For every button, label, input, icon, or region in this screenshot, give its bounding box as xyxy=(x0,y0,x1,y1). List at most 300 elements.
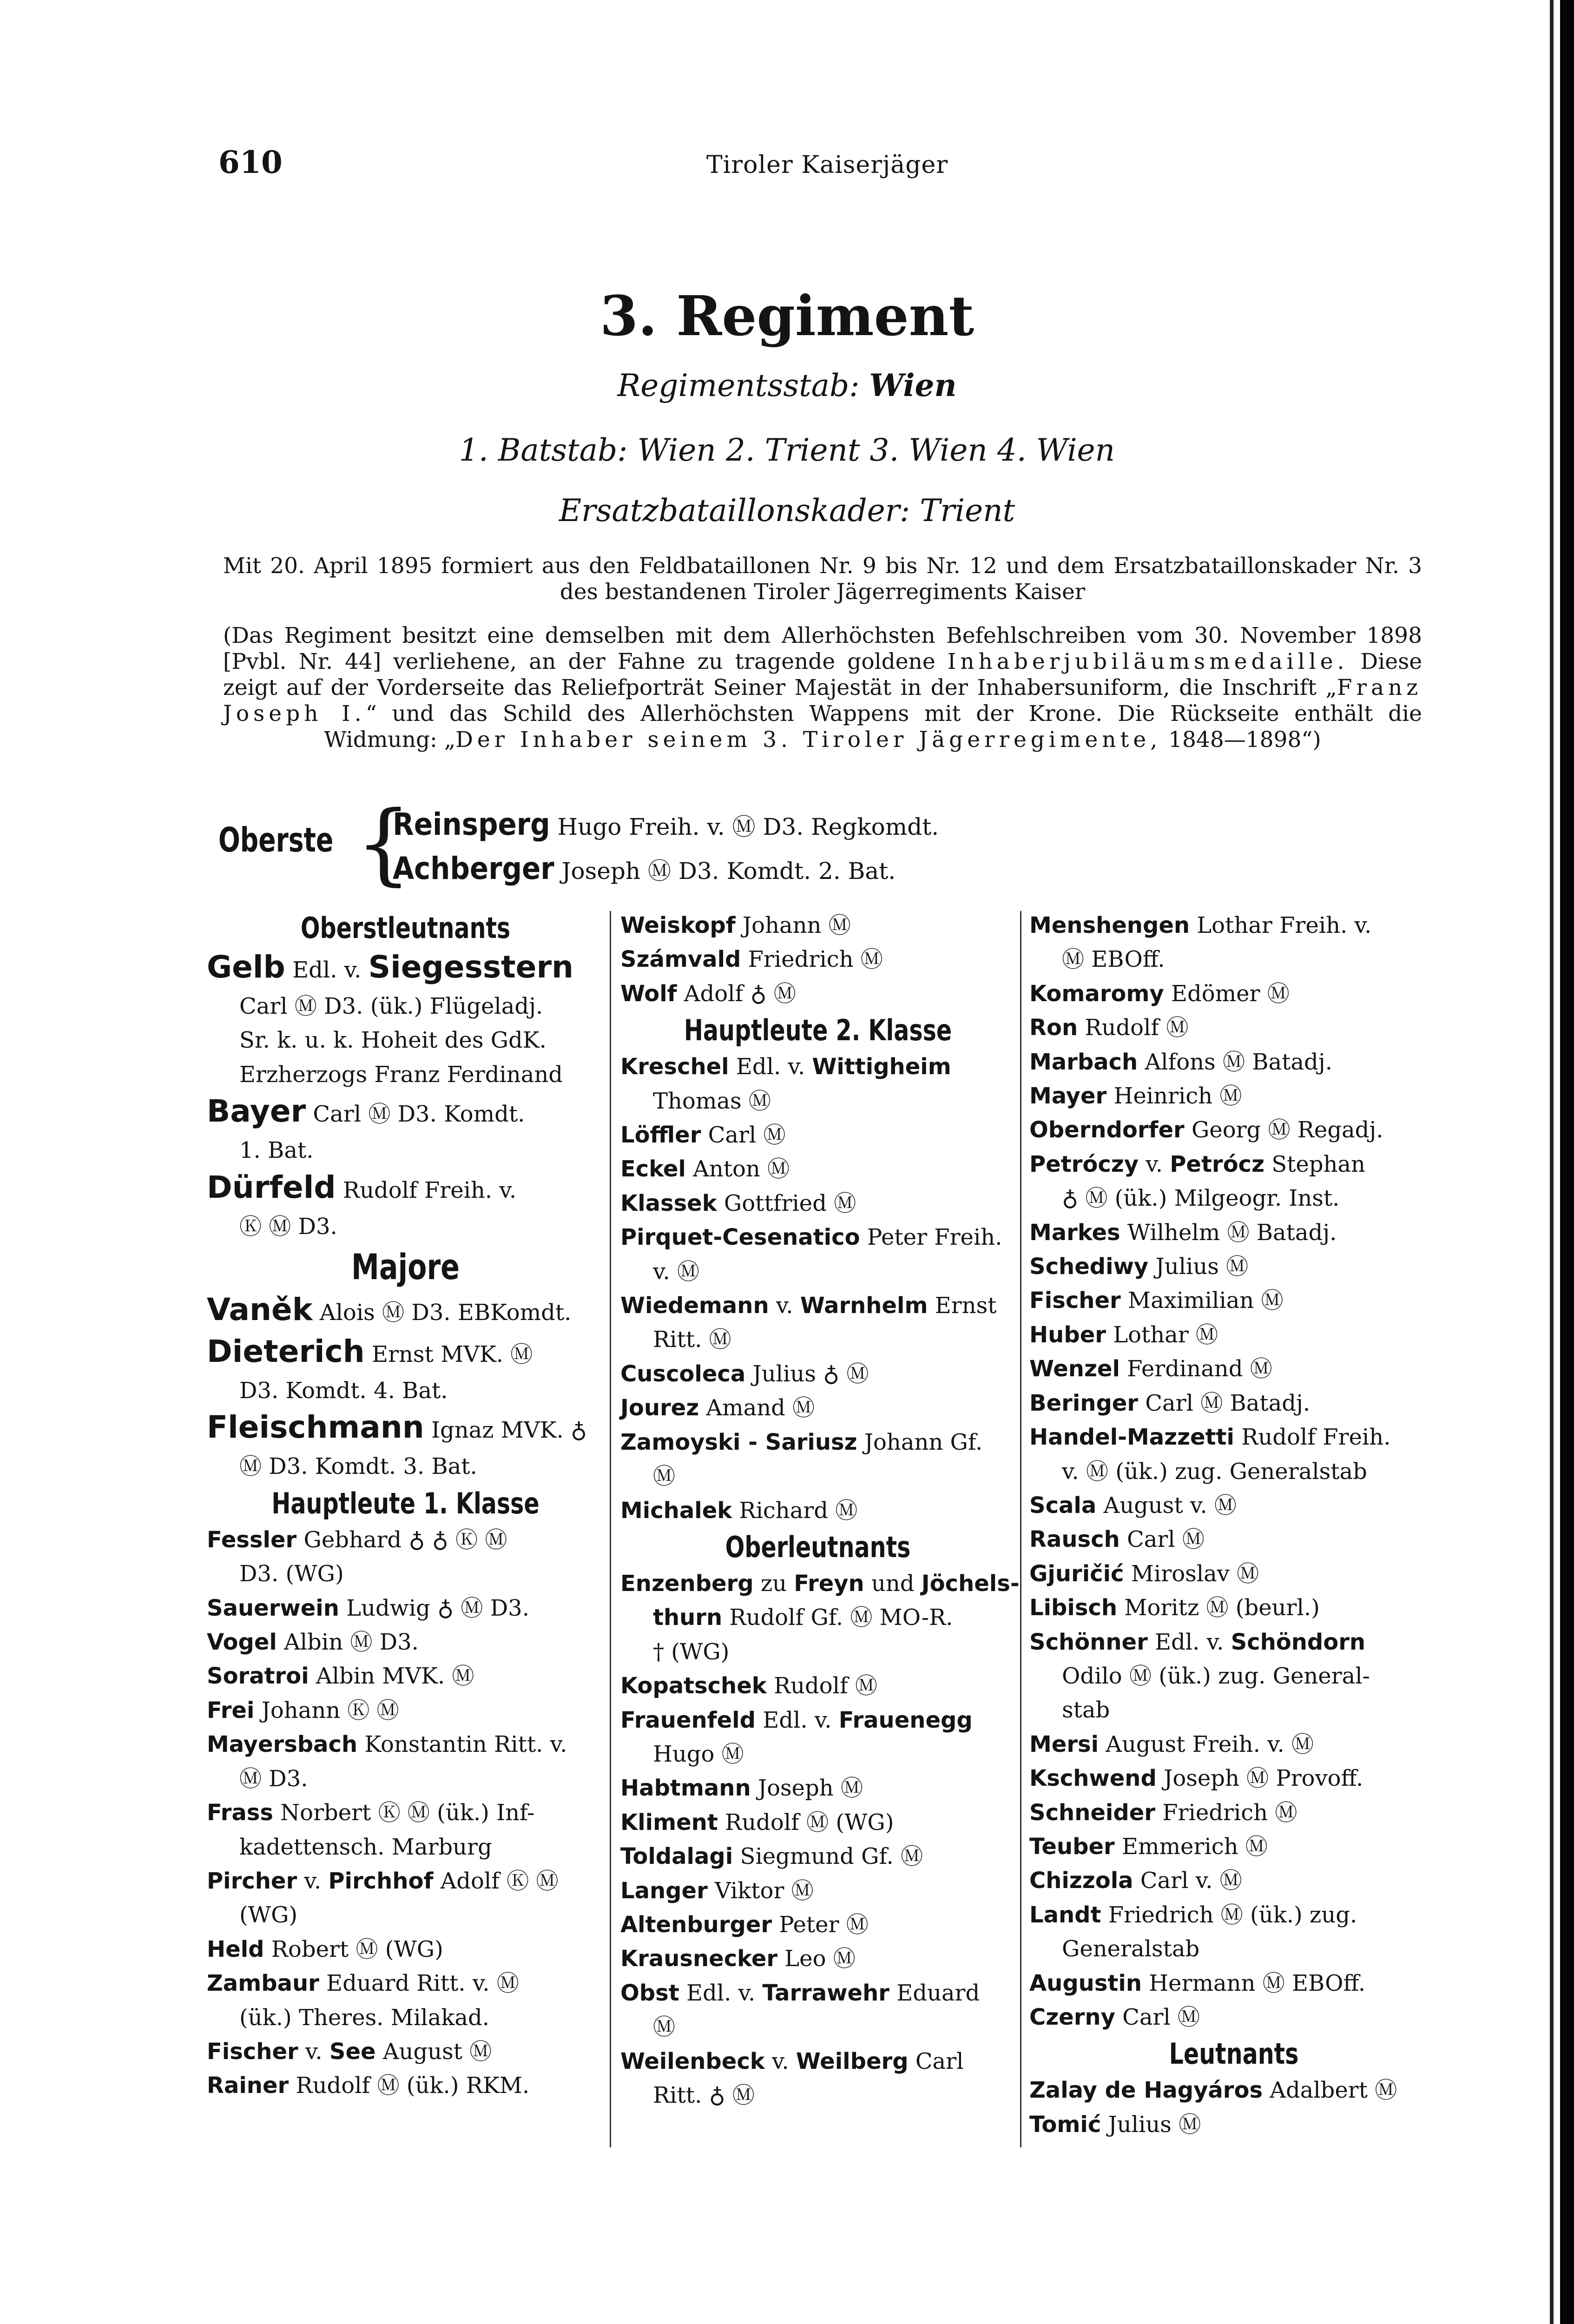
officer-entry xyxy=(620,1187,1015,1221)
person-name: Czerny xyxy=(1029,2004,1115,2030)
officer-entry xyxy=(620,1703,1015,1737)
officer-entry xyxy=(1029,1318,1438,1352)
entry-details: Leo Ⓜ xyxy=(777,1946,856,1972)
entry-continuation xyxy=(620,1323,1015,1357)
person-name: Jöchels- xyxy=(921,1570,1020,1597)
oberst-entry xyxy=(393,806,939,842)
officer-entry xyxy=(207,1332,604,1374)
entry-details: (ük.) Theres. Milakad. xyxy=(239,2004,489,2031)
officer-entry xyxy=(207,1967,604,2000)
entry-details: Miroslav Ⓜ xyxy=(1124,1560,1259,1587)
entry-details: Lothar Ⓜ xyxy=(1106,1321,1218,1348)
running-head: Tiroler Kaiserjäger xyxy=(706,151,948,179)
entry-details: Alois Ⓜ D3. EBKomdt. xyxy=(312,1300,572,1326)
entry-details: Heinrich Ⓜ xyxy=(1106,1083,1242,1109)
person-name: Pircher xyxy=(207,1868,297,1894)
section-heading: Majore xyxy=(351,1246,460,1288)
officer-entry xyxy=(620,1942,1015,1976)
person-name: Toldalagi xyxy=(620,1843,733,1870)
officer-entry xyxy=(620,977,1015,1011)
person-name: Tomić xyxy=(1029,2111,1101,2138)
entry-details: v. xyxy=(769,1293,800,1319)
entry-continuation xyxy=(620,2079,1015,2113)
person-name: Vaněk xyxy=(207,1292,313,1328)
officer-entry xyxy=(1029,1523,1438,1557)
person-name: Weiskopf xyxy=(620,912,736,938)
entry-details: August Ⓜ xyxy=(375,2038,492,2065)
entry-continuation xyxy=(620,1635,1015,1669)
entry-details: Sr. k. u. k. Hoheit des GdK. xyxy=(239,1027,547,1054)
entry-details: Siegmund Gf. Ⓜ xyxy=(733,1843,923,1870)
entry-details: kadettensch. Marburg xyxy=(239,1834,492,1860)
entry-details: v. Ⓜ (ük.) zug. Generalstab xyxy=(1062,1458,1367,1485)
entry-details: Julius Ⓜ xyxy=(1148,1254,1249,1280)
person-name: Siegesstern xyxy=(368,949,573,985)
column-right xyxy=(1029,909,1438,2142)
entry-details: Norbert Ⓚ Ⓜ (ük.) Inf- xyxy=(273,1800,535,1826)
medal-text-spaced-3: Der Inhaber seinem 3. Tiroler Jägerregimente, xyxy=(455,727,1162,753)
officer-entry xyxy=(620,1840,1015,1874)
officer-entry xyxy=(207,1408,604,1450)
person-name: Michalek xyxy=(620,1497,732,1524)
entry-details: und xyxy=(864,1570,922,1597)
officer-entry xyxy=(207,1659,604,1693)
person-name: Frass xyxy=(207,1800,273,1826)
entry-details: Carl Ⓜ D3. Komdt. xyxy=(306,1101,525,1128)
entry-details: Johann Ⓜ xyxy=(735,912,851,938)
entry-continuation xyxy=(207,1450,604,1484)
officer-entry xyxy=(207,1728,604,1762)
entry-details: Gottfried Ⓜ xyxy=(717,1190,856,1216)
officer-entry xyxy=(620,1426,1015,1459)
person-name: Schönner xyxy=(1029,1629,1148,1655)
medal-text-c: “ und das Schild des Allerhöchsten Wappens mit der Krone. Die Rückseite enthält die Widmung: „ xyxy=(324,701,1422,753)
section-heading: Oberleutnants xyxy=(725,1530,911,1564)
person-name: Pirquet-Cesenatico xyxy=(620,1224,860,1251)
entry-details: Carl Ⓜ D3. (ük.) Flügeladj. xyxy=(239,993,543,1019)
entry-details: Ⓜ D3. Komdt. 3. Bat. xyxy=(239,1453,477,1480)
person-name: Klassek xyxy=(620,1190,717,1216)
entry-details: Johann Ⓚ Ⓜ xyxy=(254,1697,399,1723)
person-name: Számvald xyxy=(620,946,741,973)
officer-entry xyxy=(1029,2108,1438,2142)
officer-entry xyxy=(620,1152,1015,1186)
officer-entry xyxy=(620,1908,1015,1942)
person-name: Warnhelm xyxy=(800,1293,928,1319)
regimentsstab-place: Wien xyxy=(869,367,957,403)
officer-entry xyxy=(620,1050,1015,1084)
entry-details: Edl. v. xyxy=(679,1980,763,2006)
entry-details: Joseph Ⓜ xyxy=(751,1775,863,1802)
person-name: Oberndorfer xyxy=(1029,1117,1185,1143)
entry-details: v. xyxy=(298,2038,329,2065)
person-name: Bayer xyxy=(207,1093,306,1129)
person-name: Cuscoleca xyxy=(620,1360,746,1387)
person-name: thurn xyxy=(653,1604,723,1631)
entry-continuation xyxy=(207,1058,604,1092)
oberst-name: Achberger xyxy=(393,851,554,886)
batstab-line: 1. Batstab: Wien 2. Trient 3. Wien 4. Wien xyxy=(459,432,1115,468)
person-name: Marbach xyxy=(1029,1049,1138,1075)
officer-entry xyxy=(207,1796,604,1830)
column-rule xyxy=(610,911,611,2147)
entry-details: Ignaz MVK. ♁ xyxy=(424,1417,587,1444)
entry-details: Eduard xyxy=(889,1980,980,2006)
entry-details: 1. Bat. xyxy=(239,1137,314,1164)
entry-details: Edl. v. xyxy=(285,957,369,983)
person-name: Altenburger xyxy=(620,1911,772,1938)
officer-entry xyxy=(1029,1216,1438,1250)
entry-details: † (WG) xyxy=(653,1638,730,1665)
person-name: Mersi xyxy=(1029,1731,1099,1757)
person-name: Fessler xyxy=(207,1526,297,1553)
page-title: 3. Regiment xyxy=(600,284,974,348)
officer-entry xyxy=(620,1357,1015,1391)
person-name: Kliment xyxy=(620,1809,718,1835)
oberste-label: Oberste xyxy=(218,820,334,859)
entry-details: Johann Gf. xyxy=(857,1429,983,1455)
person-name: Löffler xyxy=(620,1122,701,1149)
officer-entry xyxy=(620,1806,1015,1840)
entry-continuation xyxy=(207,1898,604,1932)
entry-details: Moritz Ⓜ (beurl.) xyxy=(1117,1595,1320,1621)
person-name: Huber xyxy=(1029,1321,1106,1348)
oberst-entry xyxy=(393,851,896,886)
entry-continuation xyxy=(620,1255,1015,1289)
entry-details: Generalstab xyxy=(1062,1936,1200,1962)
person-name: Teuber xyxy=(1029,1833,1115,1860)
entry-details: Eduard Ritt. v. Ⓜ xyxy=(319,1970,519,1997)
entry-continuation xyxy=(207,1134,604,1168)
person-name: Frauenegg xyxy=(838,1707,973,1733)
entry-details: Robert Ⓜ (WG) xyxy=(264,1936,443,1962)
entry-details: Thomas Ⓜ xyxy=(653,1088,771,1114)
person-name: Mayer xyxy=(1029,1083,1107,1109)
person-name: Fischer xyxy=(207,2038,298,2065)
entry-continuation xyxy=(207,990,604,1023)
entry-details: Rudolf Ⓜ xyxy=(1078,1015,1189,1041)
officer-entry xyxy=(1029,1113,1438,1147)
person-name: Zambaur xyxy=(207,1970,319,1997)
entry-details: Anton Ⓜ xyxy=(685,1156,790,1182)
person-name: Schediwy xyxy=(1029,1254,1149,1280)
officer-entry xyxy=(207,1694,604,1728)
entry-continuation xyxy=(207,1557,604,1591)
entry-details: Ⓜ xyxy=(653,1463,676,1490)
person-name: Markes xyxy=(1029,1219,1120,1246)
person-name: Jourez xyxy=(620,1395,699,1421)
column-rule xyxy=(1020,911,1021,2147)
person-name: Wiedemann xyxy=(620,1293,769,1319)
entry-details: Maximilian Ⓜ xyxy=(1120,1287,1284,1314)
person-name: Wenzel xyxy=(1029,1356,1120,1382)
officer-entry xyxy=(1029,909,1438,943)
entry-continuation xyxy=(1029,1693,1438,1727)
officer-entry xyxy=(1029,1489,1438,1523)
officer-entry xyxy=(207,2035,604,2069)
person-name: Petrócz xyxy=(1170,1151,1264,1177)
officer-entry xyxy=(620,1221,1015,1254)
entry-details: Carl xyxy=(908,2048,964,2074)
entry-details: Ritt. ♁ Ⓜ xyxy=(653,2082,755,2108)
officer-entry xyxy=(1029,1830,1438,1864)
entry-continuation xyxy=(207,1023,604,1057)
person-name: Pirchhof xyxy=(328,1868,434,1894)
entry-details: Georg Ⓜ Regadj. xyxy=(1184,1117,1383,1143)
person-name: Schöndorn xyxy=(1231,1629,1366,1655)
person-name: Gjuričić xyxy=(1029,1560,1124,1587)
entry-continuation xyxy=(207,2001,604,2035)
officer-entry xyxy=(620,1391,1015,1425)
officer-entry xyxy=(207,1933,604,1967)
entry-details: Peter Freih. xyxy=(860,1224,1002,1251)
entry-details: Rudolf Freih. v. xyxy=(336,1177,517,1203)
person-name: Frauenfeld xyxy=(620,1707,756,1733)
officer-entry xyxy=(207,1168,604,1210)
entry-continuation xyxy=(207,1762,604,1796)
column-middle xyxy=(620,909,1020,2113)
entry-details: Amand Ⓜ xyxy=(699,1395,815,1421)
entry-continuation xyxy=(1029,943,1438,977)
entry-continuation xyxy=(207,1374,604,1408)
officer-entry xyxy=(1029,1898,1438,1932)
officer-entry xyxy=(207,1625,604,1659)
entry-details: Adalbert Ⓜ xyxy=(1263,2077,1397,2104)
medal-text-a: (Das Regiment besitzt eine demselben mit dem Allerhöchsten Befehlschreiben vom 30. November 1898 [Pvbl. Nr. 44] verliehene, an der Fahne zu tragende goldene xyxy=(223,623,1422,674)
medal-text-spaced-2: Franz Joseph I. xyxy=(223,675,1422,726)
officer-entry xyxy=(620,1567,1020,1601)
entry-continuation xyxy=(1029,1659,1438,1693)
officer-entry xyxy=(620,2045,1015,2079)
officer-entry xyxy=(207,948,604,990)
entry-continuation xyxy=(620,1084,1015,1118)
officer-entry xyxy=(1029,1352,1438,1386)
entry-details: Ludwig ♁ Ⓜ D3. xyxy=(339,1595,529,1621)
officer-entry xyxy=(1029,1284,1438,1318)
person-name: Wittigheim xyxy=(812,1054,951,1080)
person-name: Vogel xyxy=(207,1629,277,1656)
entry-continuation xyxy=(620,1601,1015,1635)
person-name: Habtmann xyxy=(620,1775,751,1802)
person-name: Freyn xyxy=(794,1570,864,1597)
regimentsstab-line xyxy=(0,367,1574,403)
officer-entry xyxy=(1029,977,1438,1011)
person-name: Zalay de Hagyáros xyxy=(1029,2077,1263,2104)
officer-entry xyxy=(1029,1625,1438,1659)
entry-details: Rudolf Ⓜ (ük.) RKM. xyxy=(289,2073,530,2099)
entry-details: Wilhelm Ⓜ Batadj. xyxy=(1120,1219,1337,1246)
entry-details: Gebhard ♁ ♁ Ⓚ Ⓜ xyxy=(296,1526,507,1553)
officer-entry xyxy=(1029,1967,1438,2000)
entry-details: Ⓜ xyxy=(653,2014,676,2040)
entry-details: Richard Ⓜ xyxy=(732,1497,858,1524)
person-name: Chizzola xyxy=(1029,1868,1133,1894)
entry-details: Ritt. Ⓜ xyxy=(653,1327,731,1353)
regimentsstab-label: Regimentsstab: xyxy=(617,368,860,403)
person-name: Augustin xyxy=(1029,1970,1142,1996)
entry-details: Friedrich Ⓜ xyxy=(741,946,883,973)
entry-continuation xyxy=(207,1210,604,1244)
person-name: Beringer xyxy=(1029,1390,1139,1416)
entry-details: D3. Komdt. 4. Bat. xyxy=(239,1378,448,1404)
officer-entry xyxy=(1029,1420,1438,1454)
person-name: Libisch xyxy=(1029,1595,1118,1621)
entry-details: Erzherzogs Franz Ferdinand xyxy=(239,1061,563,1088)
entry-details: Ferdinand Ⓜ xyxy=(1120,1356,1272,1382)
officer-entry xyxy=(1029,1386,1438,1420)
person-name: Schneider xyxy=(1029,1799,1155,1826)
person-name: Krausnecker xyxy=(620,1946,778,1972)
officer-entry xyxy=(620,1771,1015,1805)
section-heading: Hauptleute 2. Klasse xyxy=(684,1013,952,1048)
entry-details: Peter Ⓜ xyxy=(772,1911,869,1938)
entry-continuation xyxy=(620,1737,1015,1771)
person-name: Weilenbeck xyxy=(620,2048,765,2074)
person-name: Soratroi xyxy=(207,1663,309,1690)
person-name: Kschwend xyxy=(1029,1765,1157,1792)
medal-text-spaced-1: Inhaberjubiläumsmedaille. xyxy=(947,649,1349,674)
person-name: Eckel xyxy=(620,1156,686,1182)
entry-details: Joseph Ⓜ Provoff. xyxy=(1156,1765,1363,1792)
entry-details: Carl Ⓜ xyxy=(1120,1526,1205,1553)
entry-details: Julius Ⓜ xyxy=(1101,2111,1201,2138)
entry-details: Edl. v. xyxy=(729,1054,812,1080)
entry-details: Adolf ♁ Ⓜ xyxy=(677,980,796,1007)
person-name: Handel-Mazzetti xyxy=(1029,1424,1234,1451)
entry-details: Lothar Freih. v. xyxy=(1190,912,1372,938)
entry-details: August Freih. v. Ⓜ xyxy=(1099,1731,1314,1757)
entry-details: Rudolf Freih. xyxy=(1234,1424,1391,1451)
person-name: Fischer xyxy=(1029,1287,1121,1314)
officer-entry xyxy=(207,2069,604,2103)
officer-entry xyxy=(207,1092,604,1134)
medal-text-b: Diese zeigt auf der Vorderseite das Reliefporträt Seiner Majestät in der Inhabersuniform, die Inschrift „ xyxy=(223,649,1423,700)
section-heading: Oberstleutnants xyxy=(300,911,511,945)
oberst-details: Hugo Freih. v. Ⓜ D3. Regkomdt. xyxy=(557,813,939,840)
entry-details: v. xyxy=(764,2048,796,2074)
person-name: See xyxy=(329,2038,376,2065)
officer-entry xyxy=(1029,1045,1438,1079)
officer-entry xyxy=(620,1874,1015,1908)
officer-entry xyxy=(207,1591,604,1625)
entry-details: Rudolf Gf. Ⓜ MO-R. xyxy=(722,1604,953,1631)
page-number: 610 xyxy=(218,144,283,180)
entry-continuation xyxy=(1029,1182,1438,1215)
officer-entry xyxy=(620,943,1015,977)
officer-entry xyxy=(207,1290,604,1332)
officer-entry xyxy=(207,1864,604,1898)
entry-details: Ernst xyxy=(928,1293,997,1319)
officer-entry xyxy=(620,1976,1015,2010)
person-name: Sauerwein xyxy=(207,1595,339,1621)
officer-entry xyxy=(1029,1796,1438,1830)
scan-border xyxy=(1560,0,1574,2324)
entry-details: ♁ Ⓜ (ük.) Milgeogr. Inst. xyxy=(1062,1185,1340,1212)
officer-entry xyxy=(1029,1762,1438,1796)
person-name: Held xyxy=(207,1936,264,1962)
person-name: Wolf xyxy=(620,980,677,1007)
officer-entry xyxy=(1029,1864,1438,1898)
officer-entry xyxy=(1029,1728,1438,1762)
oberst-details: Joseph Ⓜ D3. Komdt. 2. Bat. xyxy=(561,858,896,885)
section-heading: Hauptleute 1. Klasse xyxy=(271,1486,540,1520)
person-name: Obst xyxy=(620,1980,679,2006)
entry-details: Konstantin Ritt. v. xyxy=(357,1731,567,1758)
entry-details: Ernst MVK. Ⓜ xyxy=(364,1341,533,1368)
formation-paragraph: Mit 20. April 1895 formiert aus den Feldbataillonen Nr. 9 bis Nr. 12 und dem Ersatzbataillonskader Nr. 3 des bestandenen Tiroler Jägerregiments Kaiser xyxy=(223,553,1422,605)
entry-continuation xyxy=(620,1459,1015,1493)
person-name: Ron xyxy=(1029,1015,1078,1041)
person-name: Kopatschek xyxy=(620,1673,767,1699)
officer-entry xyxy=(620,1118,1015,1152)
officer-entry xyxy=(1029,2073,1438,2107)
person-name: Rausch xyxy=(1029,1526,1120,1553)
person-name: Dürfeld xyxy=(207,1169,336,1205)
entry-continuation xyxy=(207,1830,604,1864)
oberste-brace: { xyxy=(356,792,412,895)
entry-details: D3. (WG) xyxy=(239,1561,344,1587)
entry-details: Edömer Ⓜ xyxy=(1164,980,1290,1007)
entry-details: Carl v. Ⓜ xyxy=(1133,1868,1242,1894)
entry-details: Friedrich Ⓜ (ük.) zug. xyxy=(1101,1901,1357,1928)
entry-details: v. xyxy=(297,1868,329,1894)
entry-details: Albin Ⓜ D3. xyxy=(277,1629,419,1656)
entry-details: Julius ♁ Ⓜ xyxy=(745,1360,869,1387)
officer-entry xyxy=(1029,1079,1438,1113)
person-name: Mayersbach xyxy=(207,1731,358,1758)
entry-details: Stephan xyxy=(1264,1151,1365,1177)
officer-entry xyxy=(1029,1148,1438,1182)
officer-entry xyxy=(620,1494,1015,1528)
person-name: Petróczy xyxy=(1029,1151,1139,1177)
entry-details: Rudolf Ⓜ xyxy=(766,1673,878,1699)
person-name: Scala xyxy=(1029,1492,1097,1519)
person-name: Kreschel xyxy=(620,1054,729,1080)
entry-details: Ⓚ Ⓜ D3. xyxy=(239,1213,337,1240)
officer-entry xyxy=(1029,1011,1438,1045)
person-name: Enzenberg xyxy=(620,1570,754,1597)
entry-details: Ⓜ EBOff. xyxy=(1062,946,1165,973)
officer-entry xyxy=(207,1523,604,1557)
entry-details: Edl. v. xyxy=(755,1707,839,1733)
person-name: Frei xyxy=(207,1697,255,1723)
medal-text-d: 1848—1898“) xyxy=(1161,727,1321,753)
entry-details: Albin MVK. Ⓜ xyxy=(309,1663,474,1690)
person-name: Tarrawehr xyxy=(762,1980,889,2006)
entry-details: Alfons Ⓜ Batadj. xyxy=(1138,1049,1332,1075)
medal-paragraph xyxy=(223,623,1422,753)
entry-details: Carl Ⓜ Batadj. xyxy=(1138,1390,1311,1416)
officer-entry xyxy=(1029,1591,1438,1625)
entry-details: (WG) xyxy=(239,1902,298,1928)
entry-details: zu xyxy=(753,1570,794,1597)
ersatz-line: Ersatzbataillonskader: Trient xyxy=(559,493,1015,528)
person-name: Langer xyxy=(620,1877,708,1904)
person-name: Zamoyski - Sariusz xyxy=(620,1429,857,1455)
entry-continuation xyxy=(1029,1455,1438,1489)
entry-details: Carl Ⓜ xyxy=(1115,2004,1200,2030)
person-name: Weilberg xyxy=(796,2048,909,2074)
column-left xyxy=(207,909,604,2103)
officer-entry xyxy=(1029,1250,1438,1284)
entry-details: Viktor Ⓜ xyxy=(707,1877,814,1904)
entry-details: August v. Ⓜ xyxy=(1096,1492,1237,1519)
entry-details: Edl. v. xyxy=(1147,1629,1231,1655)
entry-details: Ⓜ D3. xyxy=(239,1765,308,1792)
person-name: Landt xyxy=(1029,1901,1101,1928)
entry-details: Hermann Ⓜ EBOff. xyxy=(1142,1970,1366,1996)
entry-details: Odilo Ⓜ (ük.) zug. General- xyxy=(1062,1663,1370,1689)
